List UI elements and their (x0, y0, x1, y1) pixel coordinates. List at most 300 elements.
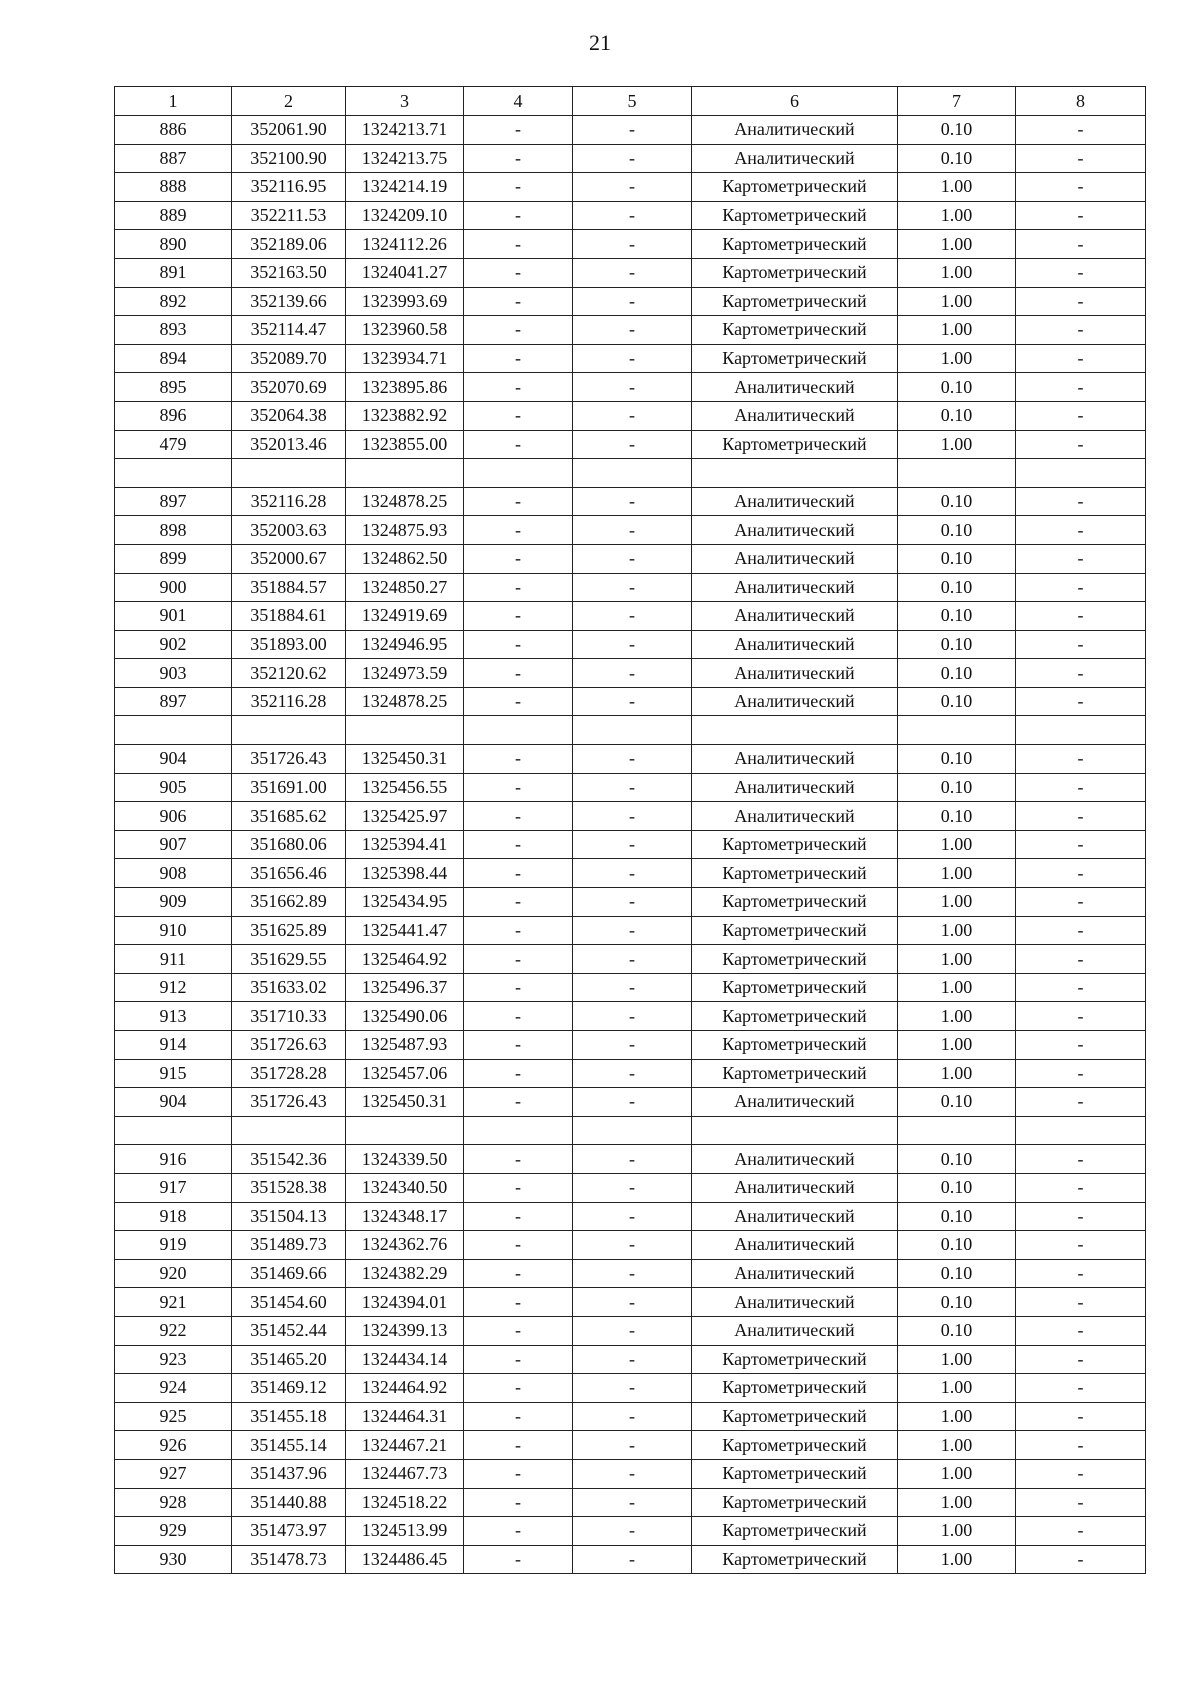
table-cell: 0.10 (898, 401, 1016, 430)
table-cell: - (573, 945, 692, 974)
table-row (115, 916, 1146, 945)
table-cell: - (1016, 316, 1146, 345)
table-cell: - (1016, 630, 1146, 659)
table-cell: 1324518.22 (346, 1488, 464, 1517)
table-cell: - (573, 687, 692, 716)
table-cell: 0.10 (898, 487, 1016, 516)
separator-row (115, 459, 1146, 488)
table-cell: 900 (115, 573, 232, 602)
table-cell: 352114.47 (232, 316, 346, 345)
table-row (115, 830, 1146, 859)
table-row (115, 516, 1146, 545)
table-cell: 913 (115, 1002, 232, 1031)
table-row (115, 430, 1146, 459)
table-row (115, 1517, 1146, 1546)
table-cell: - (1016, 1202, 1146, 1231)
table-cell: 917 (115, 1173, 232, 1202)
table-cell: - (464, 401, 573, 430)
table-cell: - (1016, 1459, 1146, 1488)
table-cell: 1.00 (898, 1517, 1016, 1546)
table-cell: - (573, 487, 692, 516)
table-cell: - (1016, 144, 1146, 173)
table-cell: - (1016, 344, 1146, 373)
table-cell: 1324340.50 (346, 1173, 464, 1202)
table-cell: - (464, 516, 573, 545)
table-cell: 1324464.92 (346, 1374, 464, 1403)
table-cell: 351629.55 (232, 945, 346, 974)
empty-cell (692, 716, 898, 745)
table-cell: 0.10 (898, 1202, 1016, 1231)
table-row (115, 888, 1146, 917)
table-cell: 897 (115, 487, 232, 516)
table-cell: 351469.12 (232, 1374, 346, 1403)
table-cell: 1.00 (898, 1459, 1016, 1488)
table-row (115, 1316, 1146, 1345)
table-cell: - (1016, 1316, 1146, 1345)
table-cell: - (1016, 487, 1146, 516)
table-cell: 1323855.00 (346, 430, 464, 459)
table-cell: 1.00 (898, 1431, 1016, 1460)
table-cell: 930 (115, 1545, 232, 1574)
table-cell: - (573, 802, 692, 831)
table-cell: - (1016, 573, 1146, 602)
table-cell: - (464, 1402, 573, 1431)
table-cell: Картометрический (692, 1488, 898, 1517)
table-cell: 0.10 (898, 544, 1016, 573)
table-cell: Картометрический (692, 230, 898, 259)
table-cell: 352100.90 (232, 144, 346, 173)
table-cell: 351685.62 (232, 802, 346, 831)
table-cell: Аналитический (692, 1231, 898, 1260)
table-cell: - (573, 888, 692, 917)
table-cell: Аналитический (692, 1173, 898, 1202)
table-cell: 0.10 (898, 659, 1016, 688)
table-cell: Аналитический (692, 659, 898, 688)
table-cell: - (1016, 602, 1146, 631)
table-cell: 351440.88 (232, 1488, 346, 1517)
table-cell: 1.00 (898, 1374, 1016, 1403)
table-cell: 1325456.55 (346, 773, 464, 802)
table-cell: - (1016, 116, 1146, 145)
empty-cell (232, 459, 346, 488)
empty-cell (232, 716, 346, 745)
table-cell: 897 (115, 687, 232, 716)
table-row (115, 1431, 1146, 1460)
table-cell: 1325441.47 (346, 916, 464, 945)
table-cell: 1.00 (898, 973, 1016, 1002)
table-cell: 1324973.59 (346, 659, 464, 688)
table-cell: Картометрический (692, 859, 898, 888)
table-cell: 923 (115, 1345, 232, 1374)
table-cell: Картометрический (692, 430, 898, 459)
empty-cell (898, 716, 1016, 745)
table-cell: - (1016, 1231, 1146, 1260)
table-cell: Картометрический (692, 1374, 898, 1403)
table-cell: - (464, 888, 573, 917)
table-cell: 902 (115, 630, 232, 659)
table-cell: 1325398.44 (346, 859, 464, 888)
table-cell: 896 (115, 401, 232, 430)
table-cell: Картометрический (692, 258, 898, 287)
table-row (115, 1374, 1146, 1403)
table-cell: - (1016, 287, 1146, 316)
table-cell: - (573, 602, 692, 631)
table-cell: - (573, 1517, 692, 1546)
table-cell: 352003.63 (232, 516, 346, 545)
table-cell: 1324041.27 (346, 258, 464, 287)
table-cell: 0.10 (898, 116, 1016, 145)
table-cell: - (1016, 1173, 1146, 1202)
column-header: 2 (232, 87, 346, 116)
table-cell: - (1016, 1002, 1146, 1031)
table-cell: - (1016, 687, 1146, 716)
table-cell: 1323960.58 (346, 316, 464, 345)
table-cell: 1325450.31 (346, 745, 464, 774)
table-row (115, 1031, 1146, 1060)
table-cell: - (464, 373, 573, 402)
table-row (115, 1173, 1146, 1202)
column-header: 4 (464, 87, 573, 116)
table-cell: 1325487.93 (346, 1031, 464, 1060)
table-row (115, 1088, 1146, 1117)
table-cell: - (573, 401, 692, 430)
table-row (115, 1402, 1146, 1431)
table-cell: - (573, 1088, 692, 1117)
table-cell: - (464, 487, 573, 516)
table-cell: 1325425.97 (346, 802, 464, 831)
table-cell: - (464, 1173, 573, 1202)
table-cell: 351455.18 (232, 1402, 346, 1431)
empty-cell (898, 459, 1016, 488)
table-cell: - (573, 1259, 692, 1288)
table-cell: Аналитический (692, 602, 898, 631)
table-cell: 1.00 (898, 1402, 1016, 1431)
table-cell: - (464, 173, 573, 202)
table-row (115, 1202, 1146, 1231)
table-cell: - (464, 973, 573, 1002)
table-cell: 1324464.31 (346, 1402, 464, 1431)
table-cell: - (1016, 830, 1146, 859)
table-cell: 910 (115, 916, 232, 945)
table-cell: 1.00 (898, 1345, 1016, 1374)
table-row (115, 687, 1146, 716)
table-cell: 1324209.10 (346, 201, 464, 230)
table-cell: Аналитический (692, 1316, 898, 1345)
table-cell: 351680.06 (232, 830, 346, 859)
table-cell: Картометрический (692, 1545, 898, 1574)
table-cell: 1324946.95 (346, 630, 464, 659)
table-cell: 0.10 (898, 1316, 1016, 1345)
column-header: 6 (692, 87, 898, 116)
table-cell: 904 (115, 1088, 232, 1117)
table-cell: 1324213.71 (346, 116, 464, 145)
table-row (115, 544, 1146, 573)
header-row (115, 87, 1146, 116)
table-cell: Картометрический (692, 830, 898, 859)
table-cell: 928 (115, 1488, 232, 1517)
table-cell: 0.10 (898, 1259, 1016, 1288)
table-cell: - (1016, 1259, 1146, 1288)
table-cell: - (573, 1545, 692, 1574)
column-header: 8 (1016, 87, 1146, 116)
table-row (115, 316, 1146, 345)
table-cell: 351542.36 (232, 1145, 346, 1174)
table-cell: - (464, 1088, 573, 1117)
table-cell: Аналитический (692, 144, 898, 173)
table-cell: 1.00 (898, 344, 1016, 373)
table-cell: 351633.02 (232, 973, 346, 1002)
table-row (115, 487, 1146, 516)
table-cell: 921 (115, 1288, 232, 1317)
table-cell: 1.00 (898, 230, 1016, 259)
table-cell: 1.00 (898, 1002, 1016, 1031)
table-cell: - (1016, 1059, 1146, 1088)
table-cell: 1.00 (898, 1031, 1016, 1060)
table-cell: - (573, 373, 692, 402)
table-cell: Картометрический (692, 1517, 898, 1546)
table-cell: 1.00 (898, 859, 1016, 888)
table-cell: 0.10 (898, 745, 1016, 774)
table-cell: 907 (115, 830, 232, 859)
separator-row (115, 1116, 1146, 1145)
table-row (115, 630, 1146, 659)
table-cell: 915 (115, 1059, 232, 1088)
table-cell: - (573, 1459, 692, 1488)
table-cell: Картометрический (692, 316, 898, 345)
table-cell: 351726.43 (232, 1088, 346, 1117)
table-cell: - (573, 287, 692, 316)
table-cell: - (1016, 1145, 1146, 1174)
table-cell: - (573, 1231, 692, 1260)
empty-cell (346, 1116, 464, 1145)
table-cell: 1324875.93 (346, 516, 464, 545)
table-cell: 901 (115, 602, 232, 631)
table-cell: 1.00 (898, 945, 1016, 974)
empty-cell (692, 459, 898, 488)
table-cell: 920 (115, 1259, 232, 1288)
table-cell: - (464, 344, 573, 373)
table-cell: 926 (115, 1431, 232, 1460)
table-cell: Аналитический (692, 373, 898, 402)
table-cell: - (1016, 373, 1146, 402)
table-cell: - (1016, 1088, 1146, 1117)
table-cell: - (1016, 1431, 1146, 1460)
table-cell: - (464, 1345, 573, 1374)
table-cell: - (573, 1402, 692, 1431)
table-cell: 1325496.37 (346, 973, 464, 1002)
table-cell: 1325464.92 (346, 945, 464, 974)
table-cell: - (1016, 1488, 1146, 1517)
table-row (115, 1345, 1146, 1374)
table-cell: Аналитический (692, 1145, 898, 1174)
table-cell: 1.00 (898, 258, 1016, 287)
table-cell: 351728.28 (232, 1059, 346, 1088)
table-cell: Аналитический (692, 116, 898, 145)
table-cell: Аналитический (692, 401, 898, 430)
table-cell: - (1016, 401, 1146, 430)
table-cell: 911 (115, 945, 232, 974)
table-cell: - (464, 430, 573, 459)
table-cell: 1324486.45 (346, 1545, 464, 1574)
table-row (115, 1459, 1146, 1488)
table-cell: 352116.28 (232, 487, 346, 516)
table-cell: - (1016, 173, 1146, 202)
table-row (115, 602, 1146, 631)
table-cell: - (464, 258, 573, 287)
empty-cell (346, 716, 464, 745)
table-cell: 351884.57 (232, 573, 346, 602)
table-cell: - (464, 602, 573, 631)
table-cell: - (464, 287, 573, 316)
table-cell: - (1016, 1402, 1146, 1431)
table-cell: - (1016, 973, 1146, 1002)
table-cell: - (573, 173, 692, 202)
table-cell: - (1016, 802, 1146, 831)
table-cell: 351893.00 (232, 630, 346, 659)
table-cell: 1324382.29 (346, 1259, 464, 1288)
table-cell: 0.10 (898, 373, 1016, 402)
table-cell: 352211.53 (232, 201, 346, 230)
table-cell: 905 (115, 773, 232, 802)
separator-row (115, 716, 1146, 745)
table-cell: Картометрический (692, 344, 898, 373)
table-cell: 351469.66 (232, 1259, 346, 1288)
table-cell: 1324399.13 (346, 1316, 464, 1345)
table-cell: 925 (115, 1402, 232, 1431)
table-row (115, 973, 1146, 1002)
table-row (115, 945, 1146, 974)
table-cell: Картометрический (692, 916, 898, 945)
table-row (115, 1259, 1146, 1288)
table-cell: 351455.14 (232, 1431, 346, 1460)
empty-cell (115, 1116, 232, 1145)
table-cell: 929 (115, 1517, 232, 1546)
table-cell: Картометрический (692, 1459, 898, 1488)
table-cell: Картометрический (692, 1402, 898, 1431)
table-cell: 0.10 (898, 802, 1016, 831)
table-cell: 890 (115, 230, 232, 259)
table-cell: Картометрический (692, 1031, 898, 1060)
table-cell: 892 (115, 287, 232, 316)
table-cell: 352139.66 (232, 287, 346, 316)
table-cell: 351473.97 (232, 1517, 346, 1546)
table-cell: Аналитический (692, 1288, 898, 1317)
table-cell: 352070.69 (232, 373, 346, 402)
table-cell: Картометрический (692, 945, 898, 974)
table-cell: 352116.28 (232, 687, 346, 716)
empty-cell (573, 1116, 692, 1145)
table-row (115, 258, 1146, 287)
table-cell: - (464, 144, 573, 173)
table-cell: 903 (115, 659, 232, 688)
table-row (115, 116, 1146, 145)
table-cell: - (1016, 1288, 1146, 1317)
table-row (115, 1002, 1146, 1031)
table-cell: 922 (115, 1316, 232, 1345)
table-cell: 351528.38 (232, 1173, 346, 1202)
table-cell: - (464, 1374, 573, 1403)
table-cell: 351452.44 (232, 1316, 346, 1345)
table-row (115, 230, 1146, 259)
table-cell: - (464, 1059, 573, 1088)
table-cell: - (573, 1031, 692, 1060)
table-cell: 899 (115, 544, 232, 573)
table-cell: 0.10 (898, 1288, 1016, 1317)
table-cell: Аналитический (692, 1259, 898, 1288)
table-cell: - (1016, 1345, 1146, 1374)
table-cell: - (573, 430, 692, 459)
table-cell: 1324213.75 (346, 144, 464, 173)
empty-cell (898, 1116, 1016, 1145)
table-cell: 352163.50 (232, 258, 346, 287)
table-cell: - (573, 1202, 692, 1231)
table-row (115, 401, 1146, 430)
table-cell: 352064.38 (232, 401, 346, 430)
table-cell: 351691.00 (232, 773, 346, 802)
table-cell: - (573, 344, 692, 373)
table-cell: - (573, 258, 692, 287)
table-cell: 0.10 (898, 630, 1016, 659)
table-cell: 893 (115, 316, 232, 345)
table-cell: 1.00 (898, 830, 1016, 859)
table-cell: 1325457.06 (346, 1059, 464, 1088)
table-cell: 352089.70 (232, 344, 346, 373)
table-cell: - (573, 745, 692, 774)
table-cell: 1324214.19 (346, 173, 464, 202)
table-cell: - (573, 1431, 692, 1460)
table-cell: - (1016, 230, 1146, 259)
table-row (115, 1488, 1146, 1517)
table-cell: - (464, 945, 573, 974)
empty-cell (1016, 1116, 1146, 1145)
table-cell: 1.00 (898, 430, 1016, 459)
table-cell: 1324467.21 (346, 1431, 464, 1460)
table-cell: Аналитический (692, 544, 898, 573)
table-cell: - (464, 859, 573, 888)
table-cell: 1325450.31 (346, 1088, 464, 1117)
table-cell: - (464, 316, 573, 345)
table-cell: Картометрический (692, 1002, 898, 1031)
table-cell: 351726.43 (232, 745, 346, 774)
table-cell: - (573, 1316, 692, 1345)
table-cell: - (573, 230, 692, 259)
table-row (115, 573, 1146, 602)
table-cell: 0.10 (898, 602, 1016, 631)
empty-cell (464, 459, 573, 488)
table-cell: 1325394.41 (346, 830, 464, 859)
table-cell: 0.10 (898, 773, 1016, 802)
table-row (115, 802, 1146, 831)
empty-cell (1016, 459, 1146, 488)
table-cell: 1324394.01 (346, 1288, 464, 1317)
table-cell: - (573, 144, 692, 173)
table-cell: 1.00 (898, 1059, 1016, 1088)
empty-cell (464, 716, 573, 745)
table-row (115, 1231, 1146, 1260)
table-cell: - (464, 687, 573, 716)
table-cell: - (464, 201, 573, 230)
table-cell: 1324878.25 (346, 487, 464, 516)
table-cell: 352013.46 (232, 430, 346, 459)
table-cell: 351726.63 (232, 1031, 346, 1060)
table-cell: Картометрический (692, 201, 898, 230)
table-cell: 1.00 (898, 173, 1016, 202)
table-row (115, 344, 1146, 373)
table-cell: 895 (115, 373, 232, 402)
empty-cell (1016, 716, 1146, 745)
table-cell: 924 (115, 1374, 232, 1403)
empty-cell (464, 1116, 573, 1145)
